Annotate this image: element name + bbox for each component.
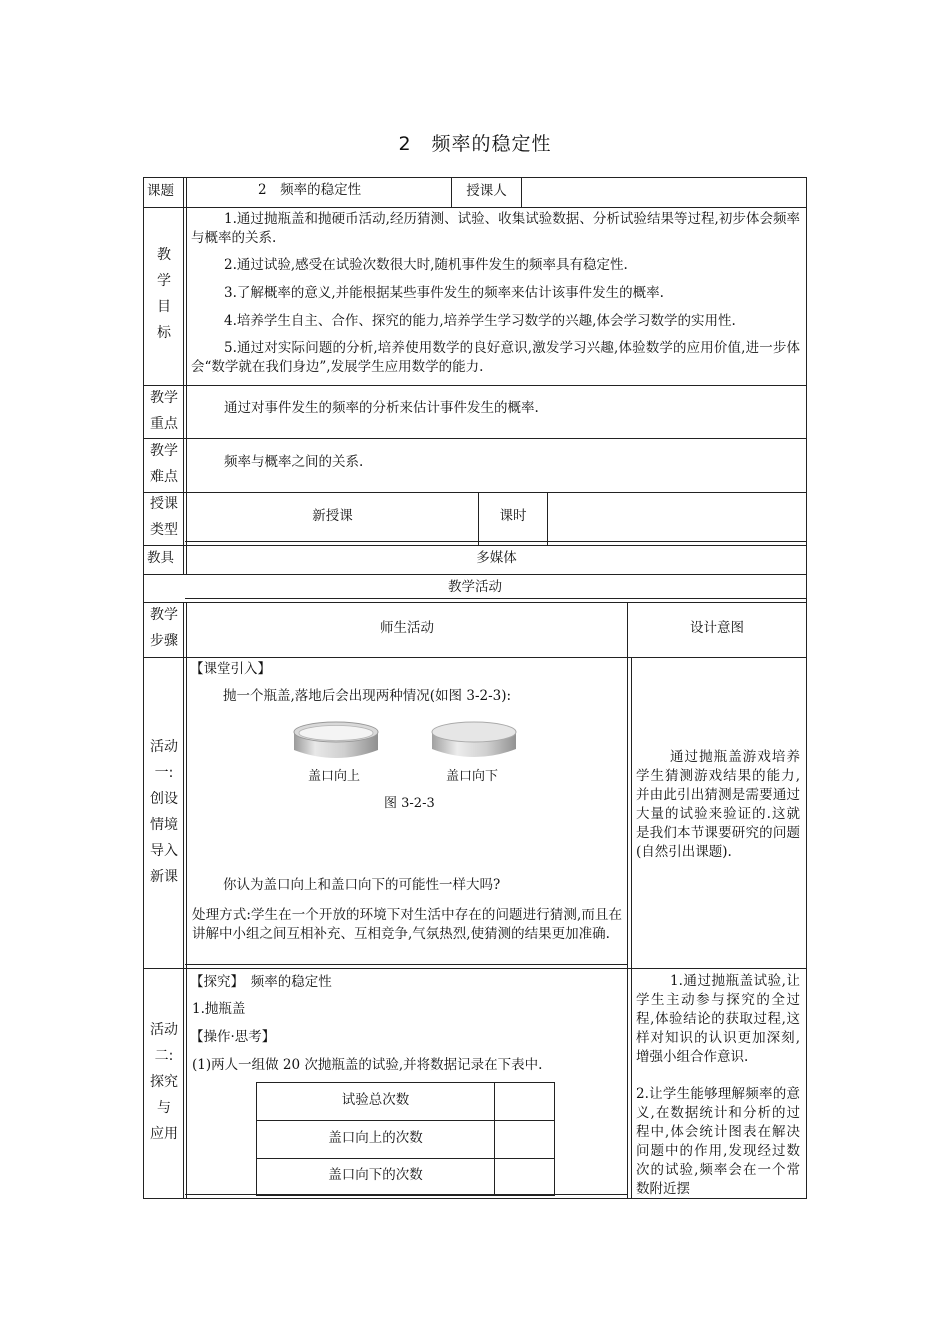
activity2-label-3: 探究 [150, 1074, 178, 1090]
objective-3: 3.了解概率的意义,并能根据某些事件发生的频率来估计该事件发生的概率. [224, 285, 664, 301]
table-row-label: 盖口向下的次数 [328, 1167, 423, 1183]
figure-label: 图 3-2-3 [384, 796, 435, 811]
difficulties-label-1: 教学 [150, 443, 178, 459]
difficulties-text: 频率与概率之间的关系. [224, 454, 364, 470]
difficulties-label-2: 难点 [150, 469, 178, 485]
teacher-label: 授课人 [466, 183, 507, 199]
activity1-method: 处理方式:学生在一个开放的环境下对生活中存在的问题进行猜测,而且在讲解中小组之间互相补充、互相竞争,气氛热烈,使猜测的结果更加准确. [192, 907, 622, 942]
activity2-task: (1)两人一组做 20 次抛瓶盖的试验,并将数据记录在下表中. [192, 1057, 543, 1073]
caption-cap-down: 盖口向下 [446, 769, 499, 784]
activity2-label-2: 二: [154, 1048, 174, 1064]
objectives-label-2: 学 [157, 273, 171, 289]
objectives-label-4: 标 [157, 325, 171, 341]
caption-cap-up: 盖口向上 [308, 769, 361, 784]
topic-value: 2 频率的稳定性 [258, 182, 362, 198]
col-intent-header: 设计意图 [690, 620, 744, 636]
activity1-question: 你认为盖口向上和盖口向下的可能性一样大吗? [223, 877, 501, 893]
activity2-sub1: 1.抛瓶盖 [192, 1001, 246, 1017]
objectives-label-1: 教 [157, 247, 171, 263]
col-activity-header: 师生活动 [380, 620, 434, 636]
activity1-label-5: 导入 [150, 843, 178, 859]
objective-2: 2.通过试验,感受在试验次数很大时,随机事件发生的频率具有稳定性. [224, 257, 628, 273]
table-row-label: 盖口向上的次数 [328, 1130, 423, 1146]
topic-label: 课题 [147, 183, 174, 199]
activity1-label-6: 新课 [150, 869, 178, 885]
col-step-label-2: 步骤 [150, 633, 178, 649]
keypoints-label-2: 重点 [150, 416, 178, 432]
period-label: 课时 [499, 508, 527, 524]
tools-label: 教具 [147, 550, 174, 566]
lessontype-label-2: 类型 [150, 522, 178, 538]
activities-header: 教学活动 [448, 579, 502, 595]
col-step-label-1: 教学 [150, 607, 178, 623]
activity1-intent: 通过抛瓶盖游戏培养学生猜测游戏结果的能力,并由此引出猜测是需要通过大量的试验来验证的.这就是我们本节课要研究的问题(自然引出课题). [636, 749, 800, 860]
table-row-label: 试验总次数 [341, 1092, 410, 1108]
cap-up-illustration [290, 718, 382, 764]
activity2-intent-1: 1.通过抛瓶盖试验,让学生主动参与探究的全过程,体验结论的获取过程,这样对知识的认识更加深刻,增强小组合作意识. [636, 973, 800, 1065]
page-title: 2 频率的稳定性 [398, 133, 552, 155]
activity1-label-4: 情境 [150, 817, 178, 833]
keypoints-label-1: 教学 [150, 390, 178, 406]
cap-down-illustration [428, 718, 520, 764]
activity1-intro: 抛一个瓶盖,落地后会出现两种情况(如图 3-2-3): [223, 688, 512, 704]
activity2-intent-2: 2.让学生能够理解频率的意义,在数据统计和分析的过程中,体会统计图表在解决问题中的作用,发现经过数次的试验,频率会在一个常数附近摆 [636, 1086, 800, 1197]
objectives-label-3: 目 [157, 299, 171, 315]
activity1-label-1: 活动 [150, 739, 178, 755]
objective-1: 1.通过抛瓶盖和抛硬币活动,经历猜测、试验、收集试验数据、分析试验结果等过程,初步体会频率与概率的关系. [191, 211, 800, 246]
activity2-label-1: 活动 [150, 1022, 178, 1038]
activity2-heading: 【探究】 频率的稳定性 [190, 974, 332, 990]
activity1-heading: 【课堂引入】 [190, 661, 271, 677]
lessontype-value: 新授课 [312, 508, 353, 524]
activity1-label-2: 一: [154, 765, 174, 781]
keypoints-text: 通过对事件发生的频率的分析来估计事件发生的概率. [224, 400, 539, 416]
activity2-label-5: 应用 [150, 1126, 178, 1142]
objective-5: 5.通过对实际问题的分析,培养使用数学的良好意识,激发学习兴趣,体验数学的应用价值,进一步体会“数学就在我们身边”,发展学生应用数学的能力. [191, 340, 800, 375]
activity2-label-4: 与 [157, 1100, 171, 1116]
activity1-label-3: 创设 [150, 791, 178, 807]
objective-4: 4.培养学生自主、合作、探究的能力,培养学生学习数学的兴趣,体会学习数学的实用性. [224, 313, 736, 329]
lessontype-label-1: 授课 [150, 496, 178, 512]
tools-value: 多媒体 [476, 550, 517, 566]
activity2-sub2: 【操作·思考】 [190, 1029, 276, 1045]
